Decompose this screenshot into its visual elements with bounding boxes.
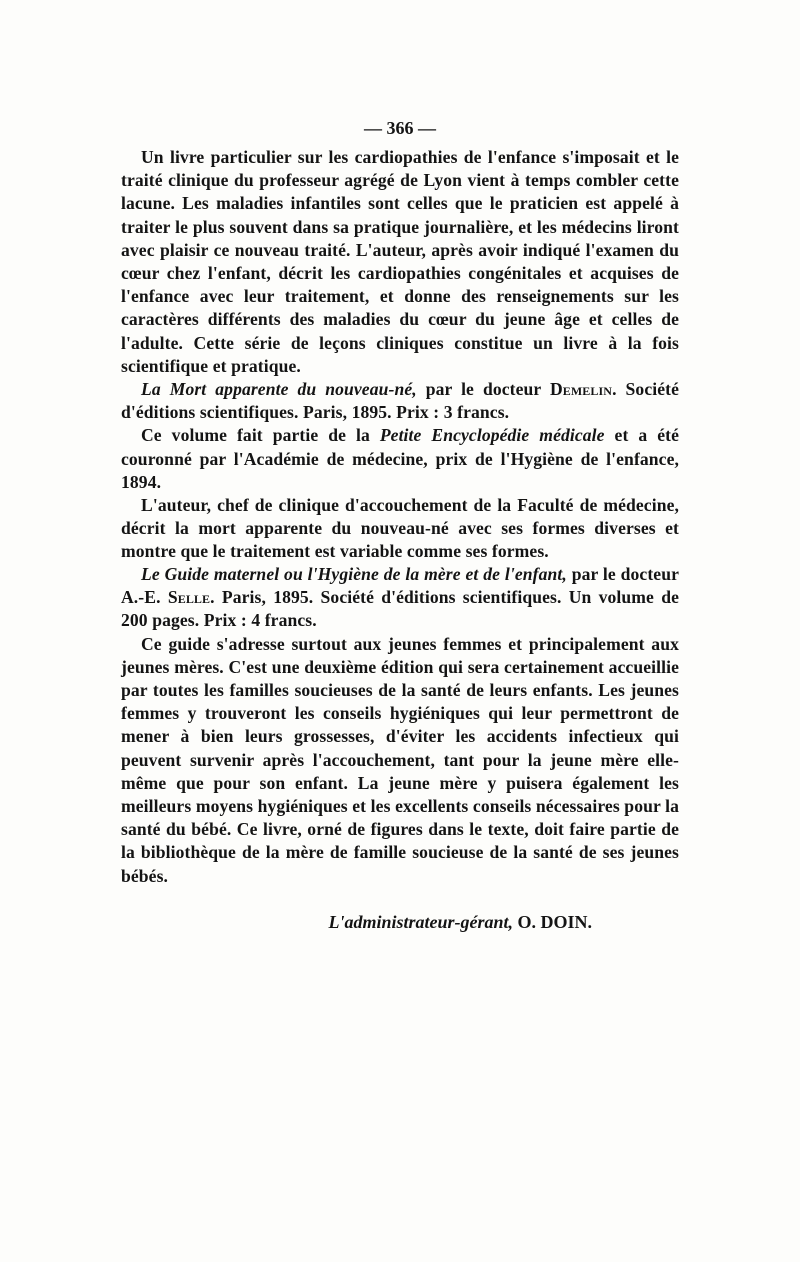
signature	[328, 912, 592, 933]
paragraph-petite-encyclopedie	[121, 424, 679, 494]
signature-title: L'administrateur-gérant,	[328, 912, 513, 932]
text-block-3	[121, 563, 679, 888]
body-text: Ce volume fait partie de la	[141, 425, 380, 446]
author-name: Demelin	[549, 379, 613, 399]
citation-text: . Société d'éditions scientifiques. Paris, 1895. Prix : 3 francs.	[121, 379, 679, 423]
text-block-2	[121, 378, 679, 564]
paragraph-auteur-clinique: L'auteur, chef de clinique d'accouchement de la Faculté de médecine, décrit la mort apparente du nouveau-né avec ses formes diverses et montre que le traitement est variable comme ses formes.	[121, 495, 679, 562]
citation-text: par le docteur A.-E.	[121, 564, 679, 608]
author-name: Selle	[167, 587, 211, 608]
book-title-mort-apparente: La Mort apparente du nouveau-né,	[141, 379, 417, 399]
paragraph-cardiopathies: Un livre particulier sur les cardiopathies de l'enfance s'imposait et le traité clinique du professeur agrégé de Lyon vient à temps combler cette lacune. Les maladies infantiles sont celles que le praticien est appelé à traiter le plus souvent dans sa pratique journalière, et les médecins liront avec plaisir ce nouveau traité. L'auteur, après avoir indiqué l'examen du cœur chez l'enfant, décrit les cardiopathies congénitales et acquises de l'enfance avec leur traitement, et donne des renseignements sur les caractères différents des maladies du cœur du jeune âge et celles de l'adulte. Cette série de leçons cliniques constitue un livre à la fois scientifique et pratique.	[121, 147, 679, 376]
paragraph-guide-maternel-citation	[121, 563, 679, 633]
paragraph-guide-description: Ce guide s'adresse surtout aux jeunes femmes et principalement aux jeunes mères. C'est une deuxième édition qui sera certainement accueillie par toutes les familles soucieuses de la santé de leurs enfants. Les jeunes femmes y trouveront les conseils hygiéniques qui leur permettront de mener à bien leurs grossesses, d'éviter les accidents infectieux qui peuvent survenir après l'accouchement, tant pour la jeune mère elle-même que pour son enfant. La jeune mère y puisera également les meilleurs moyens hygiéniques et les excellents conseils nécessaires pour la santé du bébé. Ce livre, orné de figures dans le texte, doit faire partie de la bibliothèque de la mère de famille soucieuse de la santé de ses jeunes bébés.	[121, 633, 679, 886]
citation-text: par le docteur	[416, 379, 550, 399]
signature-name: O. DOIN.	[512, 912, 592, 932]
book-title-guide-maternel: Le Guide maternel ou l'Hygiène de la mère et de l'enfant,	[141, 564, 567, 584]
citation-text: . Paris, 1895. Société d'éditions scientifiques. Un volume de 200 pages. Prix : 4 francs.	[121, 587, 679, 631]
body-text: et a été couronné par l'Académie de médecine, prix de l'Hygiène de l'enfance, 1894.	[121, 425, 679, 492]
page-number: — 366 —	[364, 118, 436, 138]
paragraph-mort-apparente-citation	[121, 378, 679, 424]
series-title: Petite Encyclopédie médicale	[379, 425, 605, 446]
text-block-1	[121, 146, 679, 378]
